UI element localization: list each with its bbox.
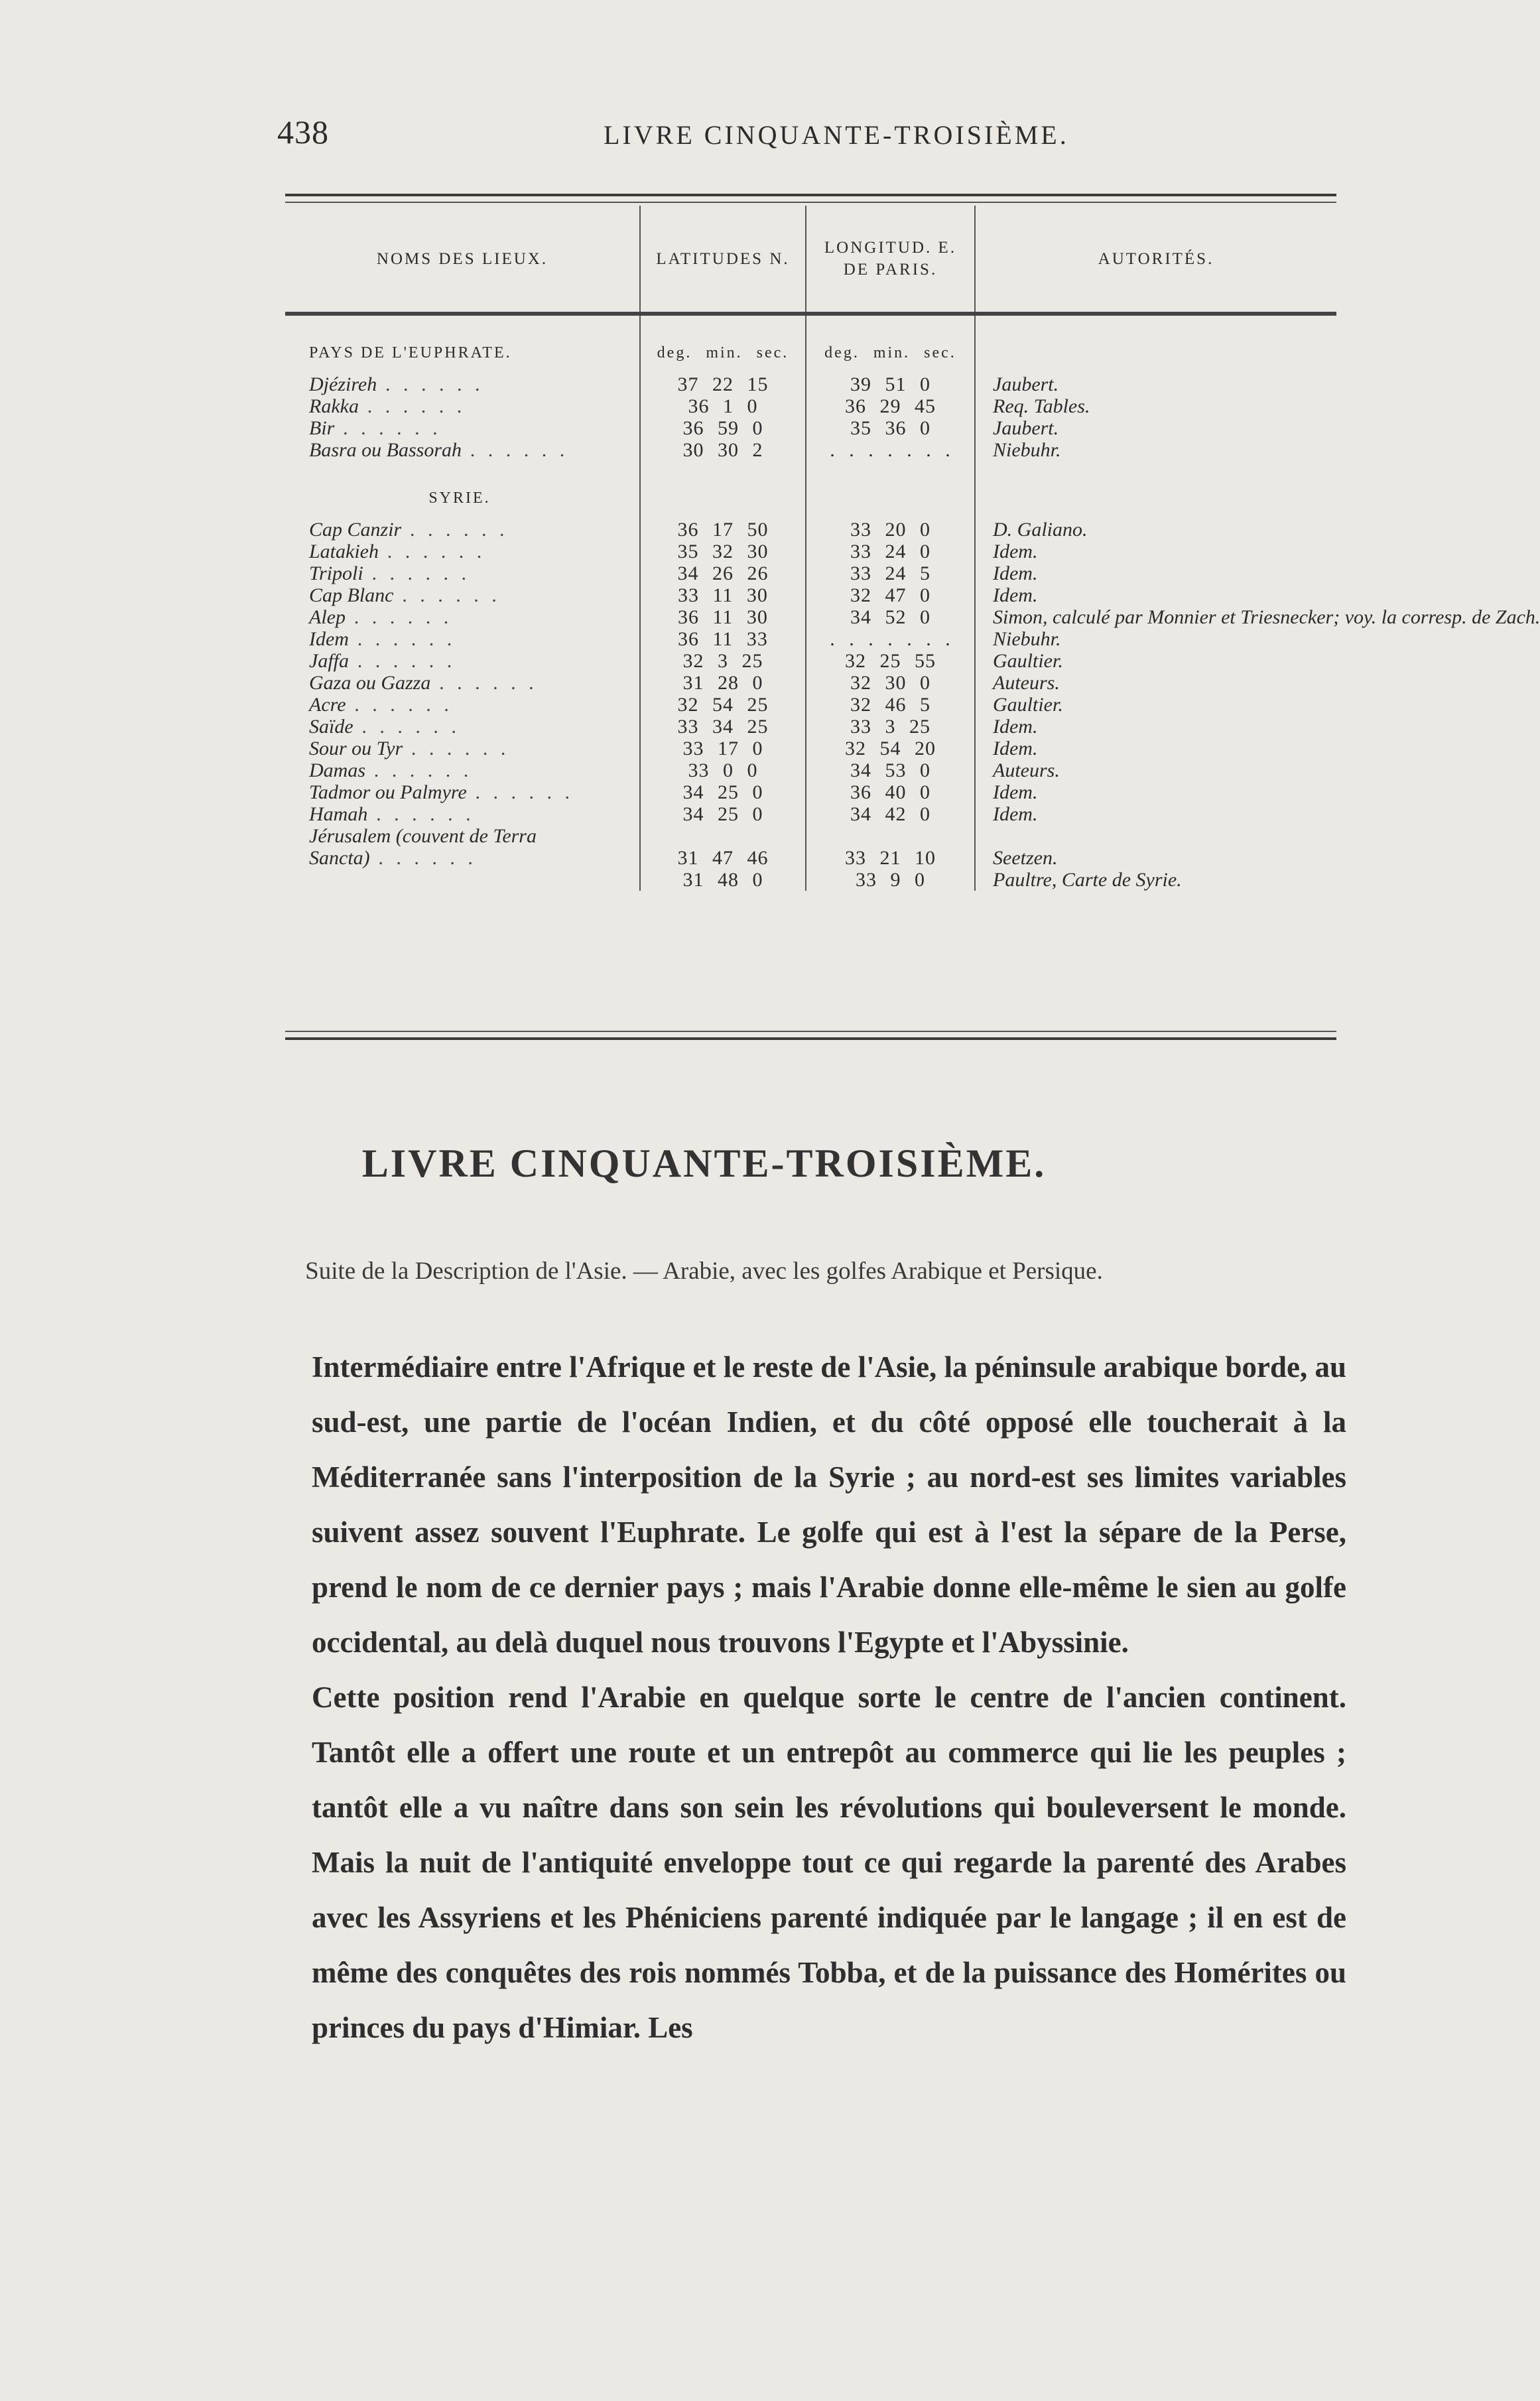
authority: Req. Tables. [975, 395, 1336, 417]
table-row [285, 803, 1336, 825]
table-row [285, 439, 1336, 461]
leader-dots: . . . . . . [334, 417, 442, 439]
authority: Gaultier. [975, 694, 1336, 716]
leader-dots: . . . . . . [349, 650, 456, 672]
latitude-value: 33 17 0 [640, 738, 806, 759]
column-header-longitudes-line1: LONGITUD. E. [824, 239, 957, 257]
table-row [285, 869, 1336, 891]
latitude-value: 32 54 25 [640, 694, 806, 716]
authority: Gaultier. [975, 650, 1336, 672]
coordinates-table-frame [285, 194, 1540, 1040]
authority: Idem. [975, 584, 1336, 606]
place-name-text: Cap Blanc [309, 584, 394, 606]
leader-dots: . . . . . . [363, 562, 471, 584]
leader-dots: . . . . . . [401, 519, 509, 541]
latitude-value: 36 17 50 [640, 519, 806, 541]
running-head: LIVRE CINQUANTE-TROISIÈME. [604, 120, 1069, 150]
empty-cell [975, 461, 1336, 519]
latitude-value: 35 32 30 [640, 541, 806, 562]
place-name-text: Cap Canzir [309, 519, 402, 541]
latitude-value: 31 48 0 [640, 869, 806, 891]
place-name-text: Acre [309, 694, 346, 716]
place-name [285, 716, 640, 738]
place-name [285, 373, 640, 395]
place-name [285, 759, 640, 781]
longitude-value: 33 21 10 [806, 847, 975, 869]
place-name [285, 395, 640, 417]
table-row [285, 847, 1336, 869]
place-name-text: Sour ou Tyr [309, 738, 403, 759]
latitude-value: 31 28 0 [640, 672, 806, 694]
book-title: LIVRE CINQUANTE-TROISIÈME. [361, 1141, 1047, 1185]
place-name [285, 738, 640, 759]
authority: Jaubert. [975, 417, 1336, 439]
longitude-value: 33 24 0 [806, 541, 975, 562]
latitude-value: 33 34 25 [640, 716, 806, 738]
place-name [285, 847, 640, 869]
coordinates-table [285, 206, 1540, 891]
table-row [285, 650, 1336, 672]
place-name-text: Latakieh [309, 541, 379, 562]
place-name-text: Hamah [309, 803, 368, 825]
place-name [285, 694, 640, 716]
authority: Simon, calculé par Monnier et Triesnecker; voy. la corresp. de Zach. [975, 606, 1336, 628]
authority: Idem. [975, 541, 1336, 562]
latitude-value: 32 3 25 [640, 650, 806, 672]
place-name [285, 417, 640, 439]
longitude-value: . . . . . . . [806, 439, 975, 461]
place-name-text: Jaffa [309, 650, 349, 672]
leader-dots: . . . . . . [367, 803, 476, 825]
latitude-value: 36 59 0 [640, 417, 806, 439]
column-header-longitudes-line2: DE PARIS. [843, 261, 938, 279]
table-row [285, 606, 1336, 628]
place-name [285, 439, 640, 461]
place-name-text: Sancta) [309, 847, 370, 869]
longitude-value: 39 51 0 [806, 373, 975, 395]
latitude-value: 33 0 0 [640, 759, 806, 781]
latitude-value: 34 25 0 [640, 803, 806, 825]
place-name-text: Tadmor ou Palmyre [309, 781, 467, 803]
place-name-text: Tripoli [309, 562, 363, 584]
leader-dots: . . . . . . [358, 395, 466, 417]
leader-dots: . . . . . . [353, 716, 461, 738]
authority: Jaubert. [975, 373, 1336, 395]
longitude-value [806, 825, 975, 847]
body-text [312, 1340, 1346, 2055]
place-name-text: Gaza ou Gazza [309, 672, 431, 694]
place-name-text: Idem [309, 628, 349, 650]
latitude-value: 36 11 30 [640, 606, 806, 628]
authority: Idem. [975, 738, 1336, 759]
longitude-value: 32 30 0 [806, 672, 975, 694]
table-row [285, 373, 1336, 395]
leader-dots: . . . . . . [403, 738, 511, 759]
column-header-latitudes: LATITUDES N. [640, 206, 806, 314]
place-name-text: Jérusalem (couvent de Terra [309, 825, 537, 847]
region-row [285, 314, 1336, 373]
longitude-value: 34 53 0 [806, 759, 975, 781]
column-header-authorities: AUTORITÉS. [975, 206, 1336, 314]
authority [975, 825, 1336, 847]
table-row [285, 562, 1336, 584]
table-row [285, 541, 1336, 562]
place-name-text: Rakka [309, 395, 359, 417]
leader-dots: . . . . . . [365, 759, 474, 781]
longitude-value: 33 24 5 [806, 562, 975, 584]
table-row [285, 781, 1336, 803]
longitude-value: 32 25 55 [806, 650, 975, 672]
latitude-value: 36 1 0 [640, 395, 806, 417]
empty-cell [975, 314, 1336, 373]
place-name-text: Basra ou Bassorah [309, 439, 462, 461]
leader-dots: . . . . . . [377, 373, 485, 395]
leader-dots: . . . . . . [430, 672, 539, 694]
leader-dots: . . . . . . [345, 606, 453, 628]
place-name [285, 519, 640, 541]
authority: Seetzen. [975, 847, 1336, 869]
place-name [285, 781, 640, 803]
place-name-text: Alep [309, 606, 346, 628]
leader-dots: . . . . . . [393, 584, 501, 606]
authority: Niebuhr. [975, 628, 1336, 650]
leader-dots: . . . . . . [348, 628, 456, 650]
table-row [285, 519, 1336, 541]
leader-dots: . . . . . . [462, 439, 570, 461]
longitude-value: 34 52 0 [806, 606, 975, 628]
table-row [285, 395, 1336, 417]
place-name-text: Saïde [309, 716, 353, 738]
latitude-value: 37 22 15 [640, 373, 806, 395]
longitude-value: 32 47 0 [806, 584, 975, 606]
longitude-value: 34 42 0 [806, 803, 975, 825]
leader-dots: . . . . . . [346, 694, 454, 716]
latitude-value: 36 11 33 [640, 628, 806, 650]
authority: Auteurs. [975, 759, 1336, 781]
authority: D. Galiano. [975, 519, 1336, 541]
place-name [285, 672, 640, 694]
latitude-value: 33 11 30 [640, 584, 806, 606]
table-row [285, 417, 1336, 439]
place-name [285, 562, 640, 584]
place-name [285, 650, 640, 672]
table-row [285, 694, 1336, 716]
latitude-value: 31 47 46 [640, 847, 806, 869]
table-row [285, 672, 1336, 694]
table-body [285, 314, 1540, 891]
table-row [285, 628, 1336, 650]
place-name [285, 628, 640, 650]
leader-dots: . . . . . . [369, 847, 478, 869]
authority: Niebuhr. [975, 439, 1336, 461]
authority: Auteurs. [975, 672, 1336, 694]
region-title: SYRIE. [428, 489, 491, 507]
table-row [285, 759, 1336, 781]
longitude-value: 35 36 0 [806, 417, 975, 439]
chapter-subtitle: Suite de la Description de l'Asie. — Arabie, avec les golfes Arabique et Persique. [305, 1258, 1103, 1285]
longitude-value: 32 54 20 [806, 738, 975, 759]
paragraph: Intermédiaire entre l'Afrique et le reste de l'Asie, la péninsule arabique borde, au sud-est, une partie de l'océan Indien, et du côté opposé elle toucherait à la Méditerranée sans l'interposition de la Syrie ; au nord-est ses limites variables suivent assez souvent l'Euphrate. Le golfe qui est à l'est la sépare de la Perse, prend le nom de ce dernier pays ; mais l'Arabie donne elle-même le sien au golfe occidental, au delà duquel nous trouvons l'Egypte et l'Abyssinie. [312, 1350, 1346, 1659]
authority: Idem. [975, 716, 1336, 738]
empty-cell [640, 461, 806, 519]
authority: Paultre, Carte de Syrie. [975, 869, 1336, 891]
region-row [285, 461, 1336, 519]
longitude-value: 36 29 45 [806, 395, 975, 417]
longitude-value: 33 20 0 [806, 519, 975, 541]
leader-dots: . . . . . . [379, 541, 486, 562]
table-row [285, 716, 1336, 738]
table-row [285, 825, 1336, 847]
longitude-units: deg. min. sec. [806, 314, 975, 373]
latitude-value: 34 25 0 [640, 781, 806, 803]
authority: Idem. [975, 803, 1336, 825]
empty-cell [806, 461, 975, 519]
place-name [285, 541, 640, 562]
column-header-longitudes [806, 206, 975, 314]
table-row [285, 584, 1336, 606]
place-name-text: Bir [309, 417, 335, 439]
place-name [285, 869, 640, 891]
longitude-value: 33 3 25 [806, 716, 975, 738]
leader-dots: . . . . . . [466, 781, 574, 803]
paragraph: Cette position rend l'Arabie en quelque sorte le centre de l'ancien continent. Tantôt elle a offert une route et un entrepôt au commerce qui lie les peuples ; tantôt elle a vu naître dans son sein les révolutions qui bouleversent le monde. Mais la nuit de l'antiquité enveloppe tout ce qui regarde la parenté des Arabes avec les Assyriens et les Phéniciens parenté indiquée par le langage ; il en est de même des conquêtes des rois nommés Tobba, et de la puissance des Homérites ou princes du pays d'Himiar. Les [312, 1681, 1346, 2044]
page-header [0, 113, 1408, 166]
latitude-value: 30 30 2 [640, 439, 806, 461]
latitude-value: 34 26 26 [640, 562, 806, 584]
longitude-value: . . . . . . . [806, 628, 975, 650]
place-name [285, 606, 640, 628]
longitude-value: 33 9 0 [806, 869, 975, 891]
place-name [285, 803, 640, 825]
latitude-units: deg. min. sec. [640, 314, 806, 373]
page-number: 438 [277, 113, 329, 151]
authority: Idem. [975, 781, 1336, 803]
longitude-value: 36 40 0 [806, 781, 975, 803]
column-header-places: NOMS DES LIEUX. [285, 206, 640, 314]
place-name [285, 584, 640, 606]
table-row [285, 738, 1336, 759]
latitude-value [640, 825, 806, 847]
place-name [285, 825, 640, 847]
place-name-text: Djézireh [309, 373, 377, 395]
place-name-text: Damas [309, 759, 366, 781]
authority: Idem. [975, 562, 1336, 584]
region-title: PAYS DE L'EUPHRATE. [309, 344, 512, 361]
longitude-value: 32 46 5 [806, 694, 975, 716]
